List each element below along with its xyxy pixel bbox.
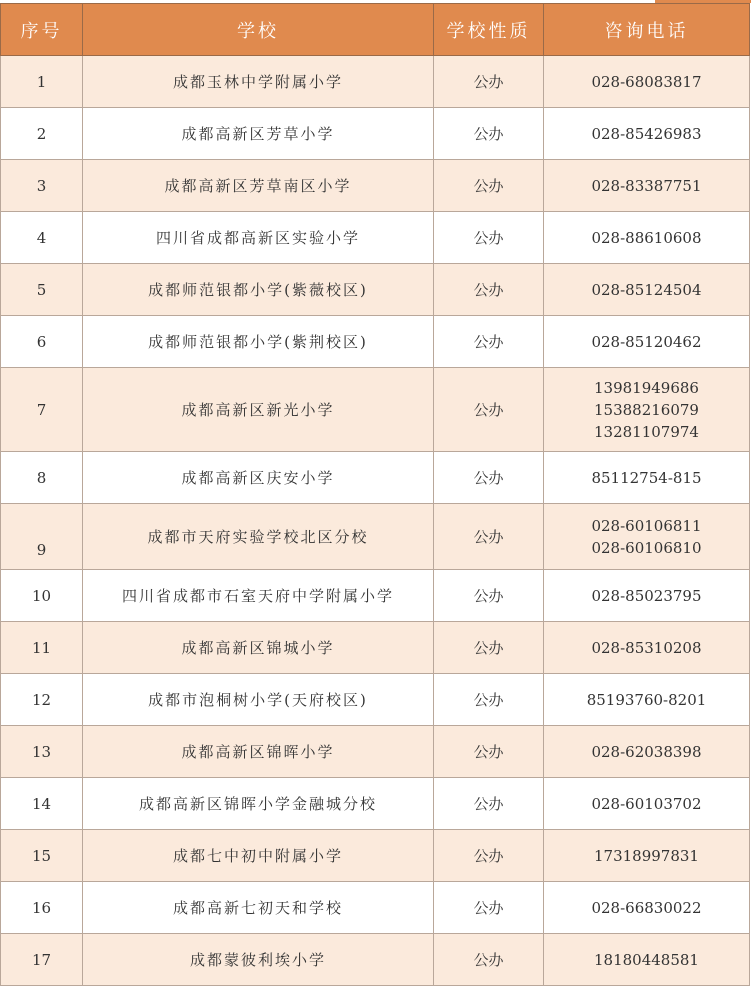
phone-number: 028-68083817 xyxy=(591,72,702,91)
header-type: 学校性质 xyxy=(434,4,544,56)
phone-cell xyxy=(544,882,750,934)
table-row xyxy=(1,830,750,882)
header-index: 序号 xyxy=(1,4,83,56)
row-index: 10 xyxy=(1,570,83,622)
row-index: 16 xyxy=(1,882,83,934)
school-name: 成都高新七初天和学校 xyxy=(83,882,434,934)
school-name: 成都高新区新光小学 xyxy=(83,368,434,452)
phone-number: 18180448581 xyxy=(594,950,699,969)
row-index: 8 xyxy=(1,452,83,504)
phone-number: 17318997831 xyxy=(594,846,699,865)
school-name: 成都七中初中附属小学 xyxy=(83,830,434,882)
phone-number: 028-60106810 xyxy=(591,538,702,557)
school-type: 公办 xyxy=(434,726,544,778)
table-row xyxy=(1,452,750,504)
phone-number: 028-88610608 xyxy=(591,228,702,247)
phone-number: 028-62038398 xyxy=(591,742,702,761)
school-table xyxy=(0,3,750,986)
school-name: 成都高新区庆安小学 xyxy=(83,452,434,504)
school-name: 成都市天府实验学校北区分校 xyxy=(83,504,434,570)
school-name: 四川省成都市石室天府中学附属小学 xyxy=(83,570,434,622)
school-name: 成都市泡桐树小学(天府校区) xyxy=(83,674,434,726)
table-row xyxy=(1,504,750,570)
school-type: 公办 xyxy=(434,830,544,882)
phone-number: 13281107974 xyxy=(594,422,699,441)
phone-cell xyxy=(544,830,750,882)
header-school: 学校 xyxy=(83,4,434,56)
table-header-row xyxy=(1,4,750,56)
table-body xyxy=(1,56,750,986)
table-row xyxy=(1,212,750,264)
school-type: 公办 xyxy=(434,882,544,934)
row-index: 1 xyxy=(1,56,83,108)
school-name: 成都高新区芳草南区小学 xyxy=(83,160,434,212)
phone-cell xyxy=(544,570,750,622)
phone-cell xyxy=(544,212,750,264)
phone-cell xyxy=(544,160,750,212)
school-name: 成都高新区锦晖小学 xyxy=(83,726,434,778)
table-row xyxy=(1,570,750,622)
phone-number: 13981949686 xyxy=(594,378,699,397)
phone-cell xyxy=(544,726,750,778)
school-type: 公办 xyxy=(434,264,544,316)
header-phone: 咨询电话 xyxy=(544,4,750,56)
phone-number: 028-85310208 xyxy=(591,638,702,657)
table-row xyxy=(1,622,750,674)
table-row xyxy=(1,264,750,316)
phone-number: 028-85023795 xyxy=(591,586,702,605)
phone-cell xyxy=(544,264,750,316)
phone-cell xyxy=(544,108,750,160)
row-index: 6 xyxy=(1,316,83,368)
phone-cell xyxy=(544,316,750,368)
school-type: 公办 xyxy=(434,212,544,264)
school-name: 成都师范银都小学(紫薇校区) xyxy=(83,264,434,316)
school-type: 公办 xyxy=(434,934,544,986)
school-name: 成都蒙彼利埃小学 xyxy=(83,934,434,986)
phone-cell xyxy=(544,778,750,830)
school-type: 公办 xyxy=(434,160,544,212)
phone-number: 85193760-8201 xyxy=(586,690,707,709)
school-type: 公办 xyxy=(434,674,544,726)
phone-number: 028-85124504 xyxy=(591,280,702,299)
phone-number: 028-85426983 xyxy=(591,124,702,143)
phone-number: 028-83387751 xyxy=(591,176,702,195)
phone-number: 85112754-815 xyxy=(591,468,702,487)
phone-number: 028-85120462 xyxy=(591,332,702,351)
phone-cell xyxy=(544,674,750,726)
row-index: 15 xyxy=(1,830,83,882)
table-row xyxy=(1,882,750,934)
table-row xyxy=(1,56,750,108)
school-name: 成都师范银都小学(紫荆校区) xyxy=(83,316,434,368)
table-row xyxy=(1,368,750,452)
school-name: 成都高新区锦晖小学金融城分校 xyxy=(83,778,434,830)
row-index: 9 xyxy=(1,504,83,570)
table-row xyxy=(1,108,750,160)
phone-number: 15388216079 xyxy=(594,400,699,419)
phone-cell xyxy=(544,934,750,986)
table-row xyxy=(1,778,750,830)
phone-cell xyxy=(544,622,750,674)
school-name: 成都高新区锦城小学 xyxy=(83,622,434,674)
school-type: 公办 xyxy=(434,316,544,368)
phone-number: 028-66830022 xyxy=(591,898,702,917)
school-type: 公办 xyxy=(434,570,544,622)
school-name: 四川省成都高新区实验小学 xyxy=(83,212,434,264)
row-index: 13 xyxy=(1,726,83,778)
row-index: 3 xyxy=(1,160,83,212)
row-index: 14 xyxy=(1,778,83,830)
row-index: 7 xyxy=(1,368,83,452)
row-index: 11 xyxy=(1,622,83,674)
phone-cell xyxy=(544,504,750,570)
phone-number: 028-60103702 xyxy=(591,794,702,813)
school-name: 成都高新区芳草小学 xyxy=(83,108,434,160)
phone-cell xyxy=(544,56,750,108)
school-type: 公办 xyxy=(434,452,544,504)
school-type: 公办 xyxy=(434,778,544,830)
table-row xyxy=(1,160,750,212)
school-name: 成都玉林中学附属小学 xyxy=(83,56,434,108)
phone-cell xyxy=(544,452,750,504)
school-type: 公办 xyxy=(434,504,544,570)
table-row xyxy=(1,934,750,986)
row-index: 17 xyxy=(1,934,83,986)
row-index: 2 xyxy=(1,108,83,160)
row-index: 12 xyxy=(1,674,83,726)
school-type: 公办 xyxy=(434,108,544,160)
school-type: 公办 xyxy=(434,368,544,452)
table-row xyxy=(1,674,750,726)
phone-cell xyxy=(544,368,750,452)
row-index: 5 xyxy=(1,264,83,316)
school-type: 公办 xyxy=(434,622,544,674)
phone-number: 028-60106811 xyxy=(591,516,702,535)
row-index: 4 xyxy=(1,212,83,264)
school-type: 公办 xyxy=(434,56,544,108)
table-row xyxy=(1,726,750,778)
table-row xyxy=(1,316,750,368)
